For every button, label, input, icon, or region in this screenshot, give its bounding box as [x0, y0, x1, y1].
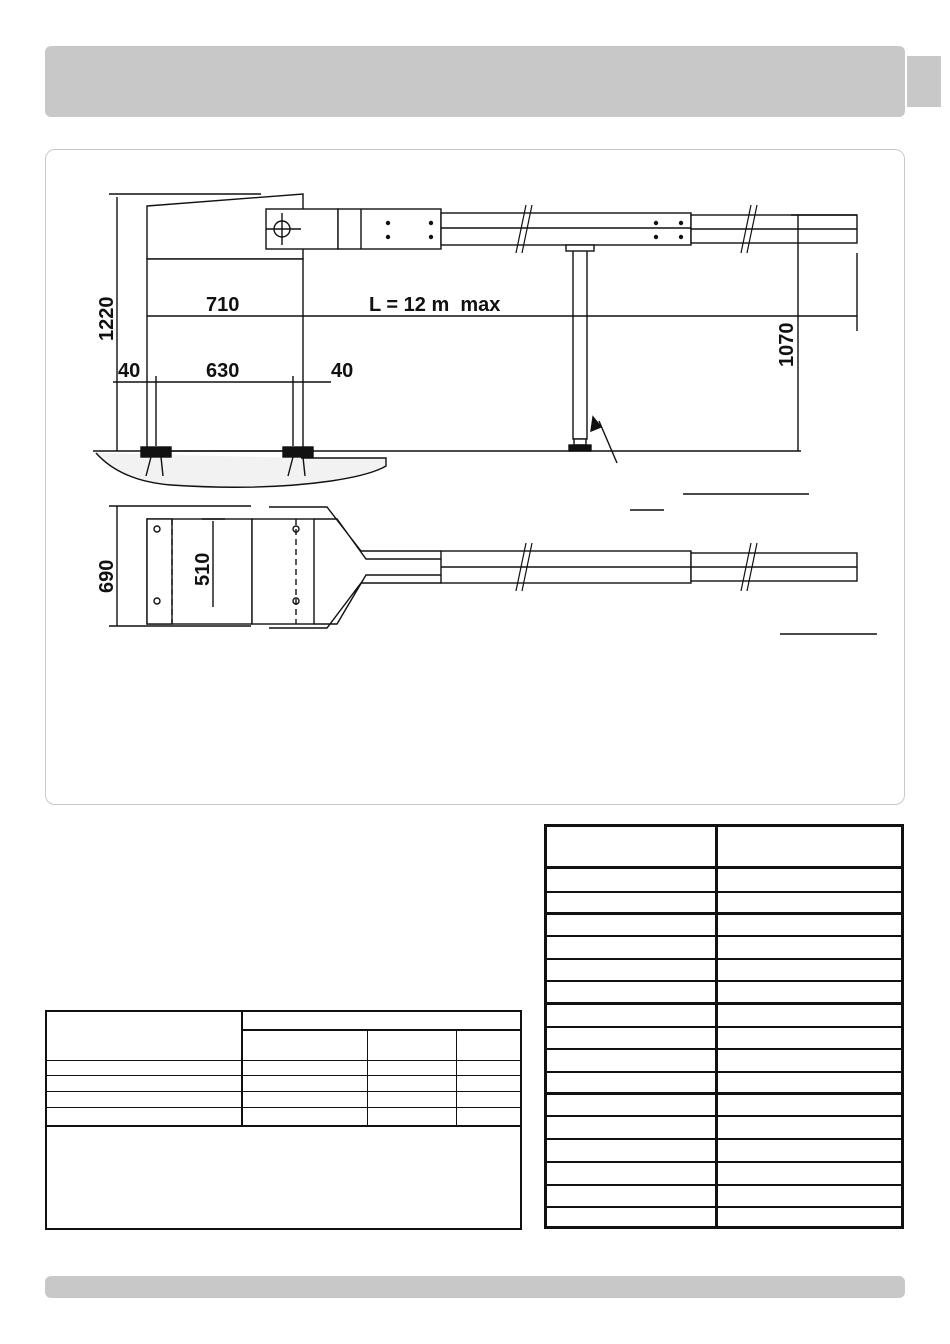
load-table-row	[47, 1091, 520, 1092]
spec-table-row	[547, 891, 901, 893]
spec-table-row	[547, 935, 901, 937]
spec-table	[544, 824, 904, 1229]
load-table-row	[47, 1107, 520, 1108]
spec-table-row	[547, 1048, 901, 1050]
load-table-divider	[456, 1029, 457, 1127]
support-leg	[573, 249, 587, 439]
spec-table-row	[547, 1071, 901, 1073]
spec-table-row	[547, 1092, 901, 1095]
diagram-panel	[45, 149, 905, 805]
footer-bar	[45, 1276, 905, 1298]
dim-base-width: 710	[206, 294, 240, 316]
spec-table-row	[547, 866, 901, 869]
cabinet-plan	[252, 519, 314, 624]
spec-table-row	[547, 1026, 901, 1028]
spec-table-row	[547, 912, 901, 915]
spec-table-row	[547, 1161, 901, 1163]
spec-table-row	[547, 1115, 901, 1117]
spec-table-row	[547, 1206, 901, 1208]
dim-anchor-depth: 510	[192, 552, 214, 586]
load-table-divider	[241, 1029, 522, 1031]
load-table-row	[47, 1060, 520, 1061]
dim-base-depth: 690	[96, 559, 118, 593]
page-tab	[905, 54, 943, 109]
cabinet-column	[147, 259, 303, 451]
dim-height-total: 1220	[96, 296, 118, 341]
dim-boom-height: 1070	[776, 322, 798, 367]
dim-boom-length: L = 12 m max	[369, 294, 501, 316]
spec-table-row	[547, 958, 901, 960]
dim-left-offset: 40	[118, 360, 141, 382]
spec-table-row	[547, 1184, 901, 1186]
boom-section-1	[441, 213, 691, 245]
dim-anchor-spacing: 630	[206, 360, 240, 382]
load-table-row	[47, 1075, 520, 1076]
barrier-diagram	[46, 150, 906, 806]
load-table-divider	[367, 1029, 368, 1127]
spec-table-row	[547, 980, 901, 982]
load-table	[45, 1010, 522, 1230]
load-table-row	[47, 1125, 520, 1127]
header-bar	[45, 46, 905, 117]
spec-table-row	[547, 1002, 901, 1005]
boom-sleeve	[338, 209, 441, 249]
spec-table-row	[547, 1138, 901, 1140]
dim-right-offset: 40	[331, 360, 354, 382]
